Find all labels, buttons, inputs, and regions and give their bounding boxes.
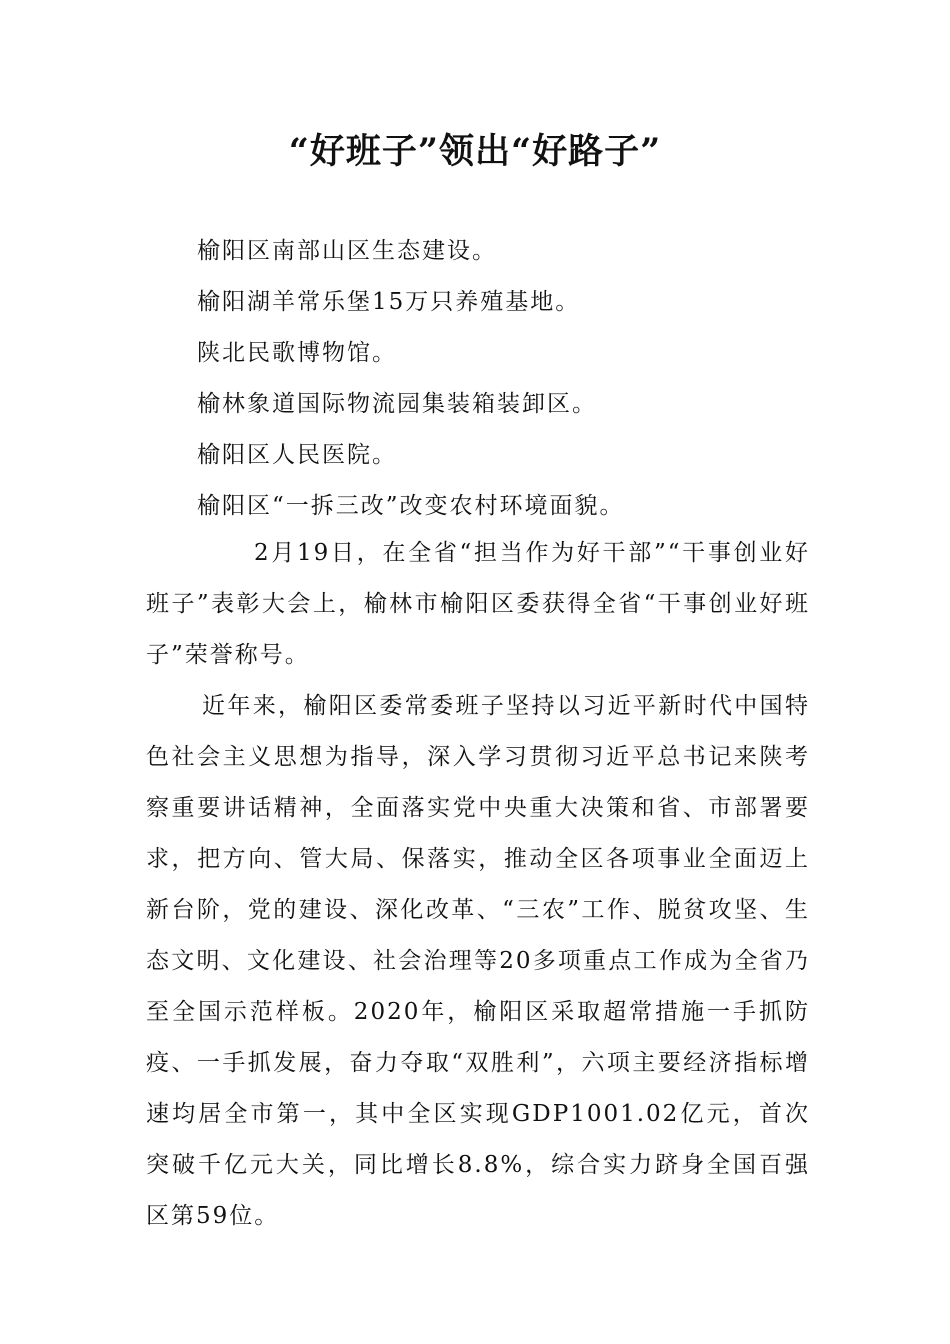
body-paragraph: 近年来，榆阳区委常委班子坚持以习近平新时代中国特色社会主义思想为指导，深入学习贯彻习近平总书记来陕考察重要讲话精神，全面落实党中央重大决策和省、市部署要求，把方向、管大局、保落实，推动全区各项事业全面迈上新台阶，党的建设、深化改革、“三农”工作、脱贫攻坚、生态文明、文化建设、社会治理等20多项重点工作成为全省乃至全国示范样板。2020年，榆阳区采取超常措施一手抓防疫、一手抓发展，奋力夺取“双胜利”，六项主要经济指标增速均居全市第一，其中全区实现GDP1001.02亿元，首次突破千亿元大关，同比增长8.8%，综合实力跻身全国百强区第59位。 [146, 693, 810, 1229]
photo-caption: 榆林象道国际物流园集装箱装卸区。 [197, 391, 597, 417]
photo-caption: 榆阳区南部山区生态建设。 [197, 238, 497, 264]
photo-caption: 榆阳区“一拆三改”改变农村环境面貌。 [197, 493, 625, 519]
photo-caption: 榆阳区人民医院。 [197, 442, 397, 468]
body-paragraph: 2月19日，在全省“担当作为好干部”“干事创业好班子”表彰大会上，榆林市榆阳区委获得全省“干事创业好班子”荣誉称号。 [146, 540, 810, 668]
photo-caption: 陕北民歌博物馆。 [197, 340, 397, 366]
article-body [146, 528, 810, 1242]
page-title: “好班子”领出“好路子” [288, 131, 662, 172]
photo-caption-list [197, 226, 837, 532]
photo-caption: 榆阳湖羊常乐堡15万只养殖基地。 [197, 289, 581, 315]
